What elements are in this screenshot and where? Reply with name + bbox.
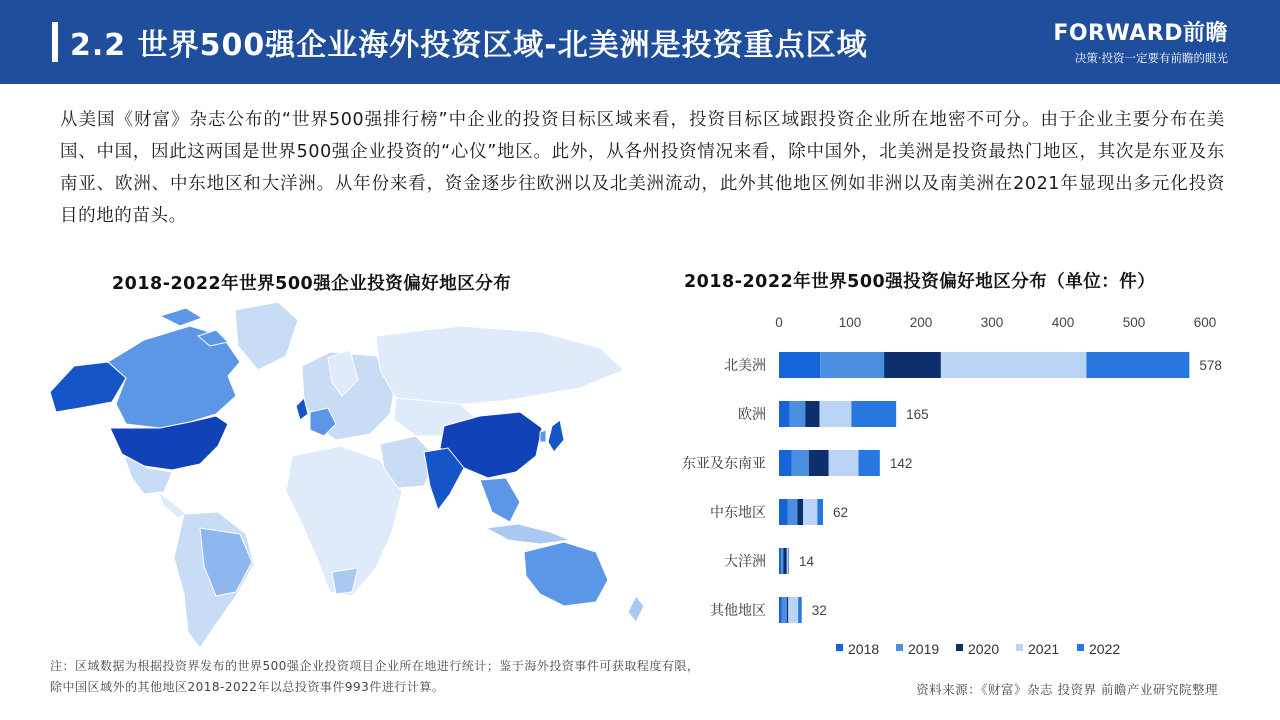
bar-segment-2018	[779, 450, 792, 476]
x-tick-label: 300	[980, 315, 1004, 330]
x-tick-label: 500	[1122, 315, 1146, 330]
map-greenland	[235, 302, 298, 370]
category-label: 大洋洲	[724, 554, 766, 570]
bar-segment-2018	[779, 597, 782, 623]
category-label: 其他地区	[710, 603, 766, 619]
total-label: 32	[811, 603, 827, 618]
intro-paragraph: 从美国《财富》杂志公布的“世界500强排行榜”中企业的投资目标区域来看，投资目标区域跟投资企业所在地密不可分。由于企业主要分布在美国、中国，因此这两国是世界500强企业投资的“心仪”地区。此外，从各州投资情况来看，除中国外，北美洲是投资最热门地区，其次是东亚及东南亚、欧洲、中东地区和大洋洲。从年份来看，资金逐步往欧洲以及北美洲流动，此外其他地区例如非洲以及南美洲在2021年显现出多元化投资目的地的苗头。	[60, 110, 1225, 226]
bar-segment-2021	[941, 352, 1087, 378]
map-australia	[524, 542, 608, 606]
source-note: 资料来源：《财富》杂志 投资界 前瞻产业研究院整理	[916, 682, 1218, 697]
bar-segment-2019	[820, 352, 884, 378]
bar-segment-2018	[779, 499, 788, 525]
bar-segment-2021	[803, 499, 817, 525]
bar-segment-2020	[797, 499, 803, 525]
stacked-bar-chart	[640, 306, 1260, 666]
chart-title: 2018-2022年世界500强投资偏好地区分布（单位：件）	[684, 272, 1156, 292]
total-label: 62	[833, 505, 849, 520]
bar-segment-2018	[779, 352, 820, 378]
bar-segment-2022	[859, 450, 880, 476]
category-label: 东亚及东南亚	[682, 456, 766, 472]
brand-slogan: 决策·投资一定要有前瞻的眼光	[1074, 51, 1228, 65]
bar-segment-2020	[884, 352, 941, 378]
legend-swatch	[896, 644, 903, 651]
bar-segment-2020	[787, 597, 788, 623]
map-title: 2018-2022年世界500强企业投资偏好地区分布	[112, 274, 512, 294]
map-alaska	[50, 362, 126, 412]
category-label: 中东地区	[710, 505, 766, 521]
x-tick-label: 400	[1051, 315, 1075, 330]
bar-segment-2020	[805, 401, 819, 427]
bar-area	[682, 352, 1222, 623]
map-indonesia	[486, 524, 570, 544]
bar-segment-2022	[788, 548, 789, 574]
x-axis-ticks	[775, 315, 1216, 330]
legend-swatch	[1077, 644, 1084, 651]
chart-legend	[836, 641, 1120, 657]
map-japan	[548, 420, 564, 452]
brand-logo: FORWARD前瞻	[1053, 21, 1228, 46]
title-accent-bar	[52, 22, 58, 62]
bar-segment-2022	[798, 597, 802, 623]
bar-segment-2019	[782, 597, 787, 623]
bar-segment-2020	[809, 450, 829, 476]
total-label: 165	[906, 407, 929, 422]
header-banner	[0, 0, 1280, 84]
map-russia	[376, 326, 624, 406]
legend-swatch	[956, 644, 963, 651]
legend-swatch	[836, 644, 843, 651]
bar-segment-2022	[817, 499, 823, 525]
legend-label: 2022	[1089, 641, 1121, 657]
world-map	[40, 296, 660, 658]
map-central-america	[158, 492, 186, 518]
footnote: 注：区域数据为根据投资界发布的世界500强企业投资项目企业所在地进行统计；鉴于海外投资事件可获取程度有限，除中国区域外的其他地区2018-2022年以总投资事件993件进行计算。	[50, 659, 700, 694]
legend-label: 2021	[1028, 641, 1060, 657]
legend-swatch	[1016, 644, 1023, 651]
x-tick-label: 100	[838, 315, 862, 330]
total-label: 142	[889, 456, 913, 471]
bar-segment-2019	[792, 450, 809, 476]
bar-segment-2019	[790, 401, 806, 427]
x-tick-label: 0	[775, 315, 783, 330]
map-southeast-asia	[480, 478, 520, 522]
bar-segment-2022	[1086, 352, 1189, 378]
legend-label: 2020	[968, 641, 1000, 657]
bar-segment-2019	[781, 548, 783, 574]
bar-segment-2021	[819, 401, 851, 427]
x-tick-label: 600	[1193, 315, 1217, 330]
total-label: 578	[1199, 358, 1222, 373]
page-title: 2.2 世界500强企业海外投资区域-北美洲是投资重点区域	[70, 28, 868, 63]
legend-label: 2018	[848, 641, 880, 657]
brand-block	[1053, 16, 1228, 66]
x-tick-label: 200	[909, 315, 933, 330]
total-label: 14	[798, 554, 814, 569]
bar-segment-2019	[788, 499, 798, 525]
bar-segment-2021	[787, 548, 788, 574]
bar-segment-2022	[851, 401, 896, 427]
bar-segment-2020	[783, 548, 787, 574]
bar-segment-2018	[779, 548, 781, 574]
bar-segment-2021	[829, 450, 859, 476]
bar-segment-2021	[788, 597, 798, 623]
bar-segment-2018	[779, 401, 790, 427]
category-label: 北美洲	[724, 358, 766, 374]
map-korea	[540, 430, 546, 442]
category-label: 欧洲	[738, 407, 766, 423]
legend-label: 2019	[908, 641, 940, 657]
